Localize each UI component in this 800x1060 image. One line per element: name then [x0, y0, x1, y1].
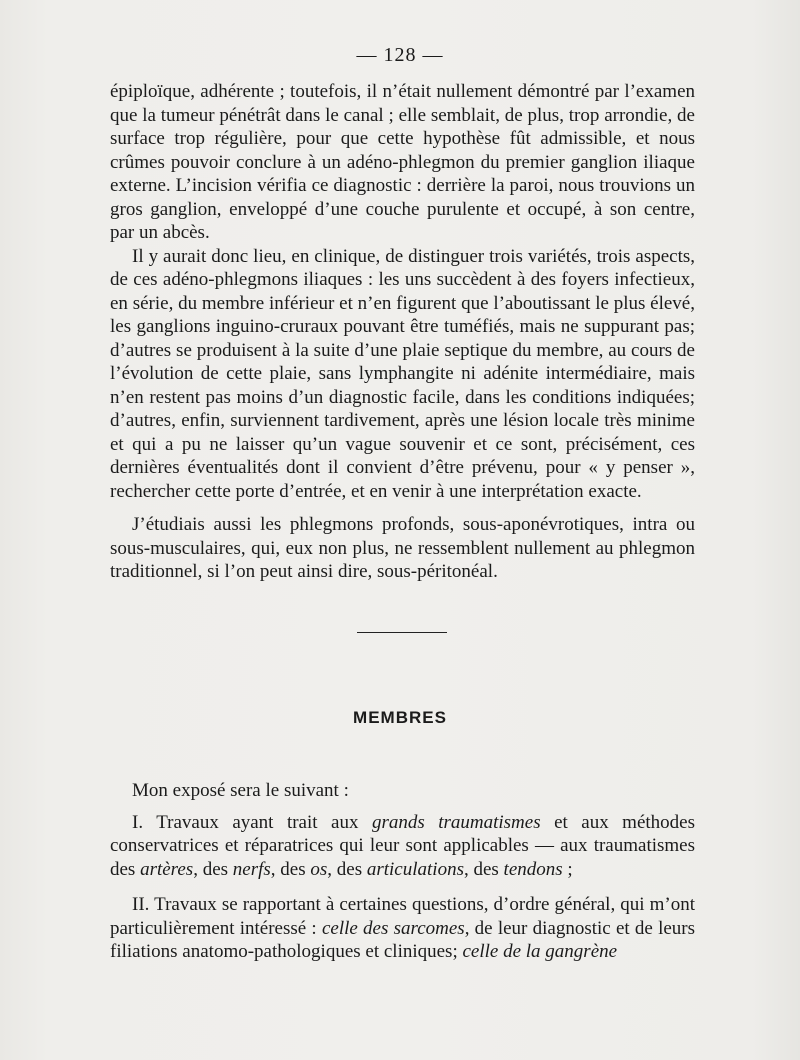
page-number: — 128 —: [356, 44, 444, 66]
paragraph-1: épiploïque, adhérente ; toutefois, il n’était nullement démontré par l’examen que la tumeur pénétrât dans le canal ; elle semblait, de plus, trop arrondie, de surface trop régulière, pour que cette hypothèse fût admissible, et nous crûmes pouvoir conclure à un adéno-phlegmon du premier ganglion iliaque externe. L’incision vérifia ce diagnostic : derrière la paroi, nous trouvions un gros ganglion, enveloppé d’une couche purulente et occupé, à son centre, par un abcès.: [110, 81, 695, 243]
section-title: MEMBRES: [353, 708, 447, 727]
item2-text-c: , de leur diagnostic et de leurs filiations anatomo-pathologiques et cliniques;: [110, 917, 695, 962]
item1-text-i: , des: [327, 858, 367, 880]
paragraph-2: Il y aurait donc lieu, en clinique, de distinguer trois variétés, trois aspects, de ces adéno-phlegmons iliaques : les uns succèdent à des foyers infectieux, en série, du membre inférieur et n’en figurent que l’aboutissant le plus élevé, les ganglions inguino-cruraux pouvant être tuméfiés, mais ne suppurant pas; d’autres se produisent à la suite d’une plaie septique du membre, au cours de l’évolution de cette plaie, sans lymphangite ni adénite intermédiaire, mais n’en restent pas moins d’un diagnostic facile, dans les conditions indiquées; d’autres, enfin, surviennent tardivement, après une lésion locale très minime et qui a pu ne laisser qu’un vague souvenir et ce sont, précisément, ces dernières éventualités dont il convient d’être prévenu, pour « y penser », rechercher cette porte d’entrée, et en venir à une interprétation exacte.: [110, 245, 695, 502]
item2-emphasis-sarcomes: celle des sarcomes: [321, 917, 465, 939]
item1-emphasis-nerfs: nerfs: [232, 858, 271, 880]
item1-text-a: I. Travaux ayant trait aux: [132, 811, 372, 833]
item1-text-g: , des: [270, 858, 311, 880]
body-text-top: [110, 80, 695, 503]
item2-text-a: II. Travaux se rapportant à certaines questions, d’ordre général, qui m’ont particulièrement intéressé :: [110, 894, 695, 939]
item1-emphasis-arteres: artères: [140, 858, 194, 880]
list-item-2: [110, 893, 695, 964]
item1-text-c: et aux méthodes conservatrices et réparatrices qui leur sont applicables — aux traumatismes des: [110, 811, 696, 880]
item1-text-k: , des: [463, 858, 504, 880]
item1-emphasis-articulations: articulations: [366, 858, 464, 880]
item1-emphasis-os: os: [310, 858, 328, 880]
item2-emphasis-gangrene: celle de la gangrène: [462, 941, 618, 962]
item1-emphasis-tendons: tendons: [503, 858, 563, 880]
body-text-phlegmons: [110, 513, 695, 584]
body-text-membres: [110, 779, 695, 976]
item1-text-m: ;: [562, 858, 573, 880]
item1-emphasis-grands-traumatismes: grands traumatismes: [371, 811, 541, 833]
list-item-1: [110, 811, 695, 882]
intro-paragraph: Mon exposé sera le suivant :: [132, 780, 349, 801]
item1-text-e: , des: [193, 858, 233, 880]
paragraph-3: J’étudiais aussi les phlegmons profonds, sous-aponévrotiques, intra ou sous-musculaires, qui, eux non plus, ne ressemblent nullement au phlegmon traditionnel, si l’on peut ainsi dire, sous-péritonéal.: [110, 514, 695, 582]
section-divider: [357, 632, 447, 633]
